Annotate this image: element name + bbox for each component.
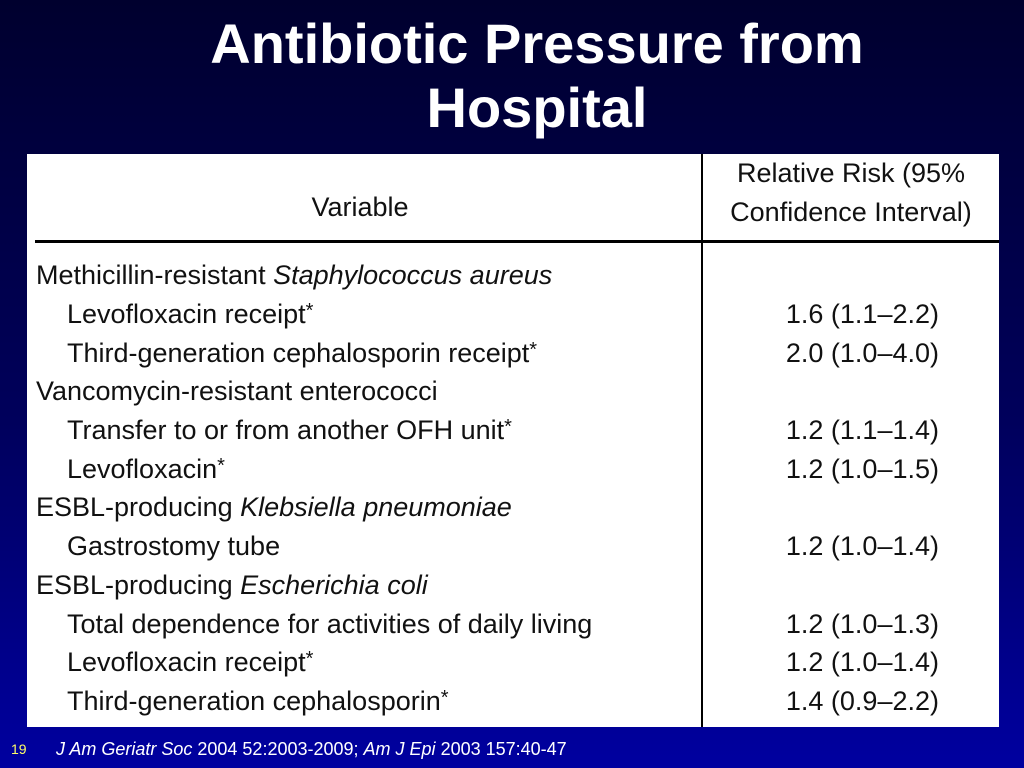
table-row: [27, 566, 999, 604]
variable-cell: [67, 527, 280, 565]
slide-title-line-2: Hospital: [426, 76, 648, 139]
relative-risk-cell: 1.2 (1.1–1.4): [785, 415, 939, 445]
relative-risk-cell: 1.2 (1.0–1.3): [785, 609, 939, 639]
variable-cell: [67, 334, 537, 372]
footnote-marker: *: [440, 687, 449, 709]
table-row: [27, 295, 999, 333]
table-row: [27, 256, 999, 294]
header-relative-risk-line-1: Relative Risk (95%: [736, 158, 966, 188]
variable-cell: [67, 682, 449, 720]
variable-italic-text: Staphylococcus aureus: [273, 260, 553, 290]
footnote-marker: *: [217, 455, 225, 477]
variable-text: ESBL-producing: [36, 492, 241, 522]
footnote-marker: *: [305, 648, 314, 670]
variable-text: Levofloxacin receipt: [67, 299, 306, 329]
variable-text: Gastrostomy tube: [67, 531, 281, 561]
footnote-marker: *: [504, 416, 512, 438]
citation-journal-2: Am J Epi: [363, 739, 436, 759]
variable-cell: [67, 605, 592, 643]
header-variable: Variable: [311, 192, 409, 222]
variable-cell: [36, 372, 438, 410]
table-row: [27, 334, 999, 372]
slide-title-line-1: Antibiotic Pressure from: [210, 12, 864, 75]
table-row: [27, 411, 999, 449]
variable-text: ESBL-producing: [36, 570, 241, 600]
relative-risk-cell: 1.4 (0.9–2.2): [785, 686, 939, 716]
citation-ref-2: 2003 157:40-47: [435, 739, 567, 759]
variable-cell: [67, 411, 512, 449]
risk-table: [27, 154, 999, 727]
citation-journal-1: J Am Geriatr Soc: [56, 739, 193, 759]
relative-risk-cell: 1.2 (1.0–1.5): [785, 454, 939, 484]
variable-cell: [36, 566, 428, 604]
footnote-marker: *: [305, 300, 314, 322]
variable-cell: [67, 295, 313, 333]
table-row: [27, 605, 999, 643]
relative-risk-cell: 1.6 (1.1–2.2): [785, 299, 939, 329]
slide-footer: [0, 737, 1024, 761]
table-row: [27, 450, 999, 488]
variable-text: Third-generation cephalosporin: [67, 686, 441, 716]
variable-text: Total dependence for activities of daily living: [67, 609, 593, 639]
citation: [56, 737, 567, 761]
relative-risk-cell: 1.2 (1.0–1.4): [785, 531, 939, 561]
variable-text: Third-generation cephalosporin receipt: [67, 338, 530, 368]
slide-title: [0, 12, 1024, 140]
relative-risk-cell: 2.0 (1.0–4.0): [785, 338, 939, 368]
variable-text: Transfer to or from another OFH unit: [67, 415, 505, 445]
footnote-marker: *: [529, 339, 538, 361]
variable-cell: [36, 256, 552, 294]
variable-italic-text: Klebsiella pneumoniae: [240, 492, 512, 522]
variable-italic-text: Escherichia coli: [240, 570, 428, 600]
table-row: [27, 372, 999, 410]
citation-ref-1: 2004 52:2003-2009;: [192, 739, 364, 759]
table-row: [27, 682, 999, 720]
variable-text: Levofloxacin receipt: [67, 647, 306, 677]
header-rule: [35, 240, 999, 243]
header-relative-risk-line-2: Confidence Interval): [730, 197, 972, 227]
relative-risk-cell: 1.2 (1.0–1.4): [785, 647, 939, 677]
variable-cell: [67, 643, 313, 681]
table-row: [27, 643, 999, 681]
page-number: 19: [11, 741, 27, 757]
variable-cell: [67, 450, 225, 488]
table-row: [27, 527, 999, 565]
header-relative-risk: [703, 154, 999, 232]
variable-text: Levofloxacin: [67, 454, 218, 484]
variable-text: Methicillin-resistant: [36, 260, 274, 290]
variable-text: Vancomycin-resistant enterococci: [36, 376, 438, 406]
variable-cell: [36, 488, 512, 526]
table-row: [27, 488, 999, 526]
